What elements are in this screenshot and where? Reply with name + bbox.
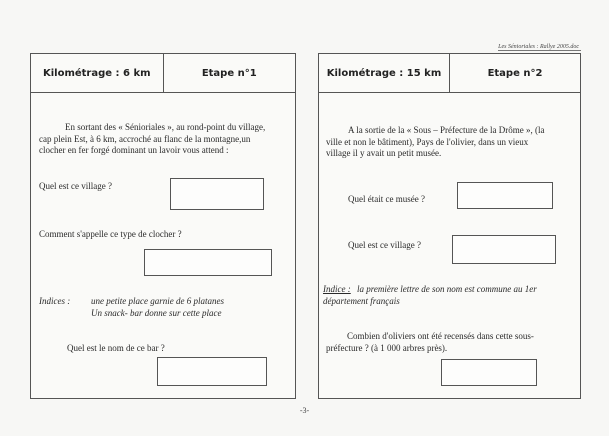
hint-line: une petite place garnie de 6 platanes xyxy=(91,296,224,306)
step-card-header xyxy=(31,54,295,93)
hint-text xyxy=(91,296,224,319)
step-card-2 xyxy=(318,53,581,399)
intro-line: ville et non le bâtiment), Pays de l'olivier, dans un vieux xyxy=(326,136,529,147)
question-bar-name: Quel est le nom de ce bar ? xyxy=(67,343,165,353)
intro-line: A la sortie de la « Sous – Préfecture de la Drôme », (la xyxy=(348,125,545,135)
question-line: préfecture ? (à 1 000 arbres près). xyxy=(326,342,448,353)
mileage-label: Kilométrage : 15 km xyxy=(326,67,442,79)
intro-text xyxy=(326,125,575,160)
hint-line: Un snack- bar donne sur cette place xyxy=(91,307,222,318)
intro-line: village il y avait un petit musée. xyxy=(326,148,442,158)
intro-line: cap plein Est, à 6 km, accroché au flanc de la montagne,un xyxy=(39,133,251,144)
question-village: Quel est ce village ? xyxy=(39,181,112,191)
intro-line: En sortant des « Sénioriales », au rond-point du village, xyxy=(65,122,266,132)
answer-box-village[interactable] xyxy=(170,178,264,210)
page-number: -3- xyxy=(299,406,310,415)
intro-text xyxy=(39,122,291,157)
hint-text xyxy=(323,284,575,307)
question-bell-tower: Comment s'appelle ce type de clocher ? xyxy=(39,229,182,239)
hint-label: Indice : xyxy=(323,284,351,294)
question-museum: Quel était ce musée ? xyxy=(348,194,425,204)
header-note: Les Sénioriales : Rallye 2005.doc xyxy=(498,44,579,50)
question-line: Combien d'oliviers ont été recensés dans cette sous- xyxy=(347,331,534,341)
intro-line: clocher en fer forgé dominant un lavoir vous attend : xyxy=(39,145,229,155)
question-village: Quel est ce village ? xyxy=(348,240,421,250)
step-card-header xyxy=(319,54,580,93)
mileage-label: Kilométrage : 6 km xyxy=(42,67,151,79)
answer-box-bell-tower[interactable] xyxy=(144,249,272,276)
answer-box-olive-trees[interactable] xyxy=(441,359,537,386)
hint-line: département français xyxy=(323,295,400,306)
answer-box-village[interactable] xyxy=(452,235,556,264)
answer-box-museum[interactable] xyxy=(457,182,553,209)
step-label: Etape n°2 xyxy=(449,54,580,92)
hint-line: la première lettre de son nom est commune au 1er xyxy=(356,284,537,294)
answer-box-bar-name[interactable] xyxy=(157,357,267,386)
step-label: Etape n°1 xyxy=(163,54,296,92)
question-olive-trees xyxy=(326,331,575,354)
hints-label: Indices : xyxy=(39,296,71,306)
step-card-1 xyxy=(30,53,296,399)
